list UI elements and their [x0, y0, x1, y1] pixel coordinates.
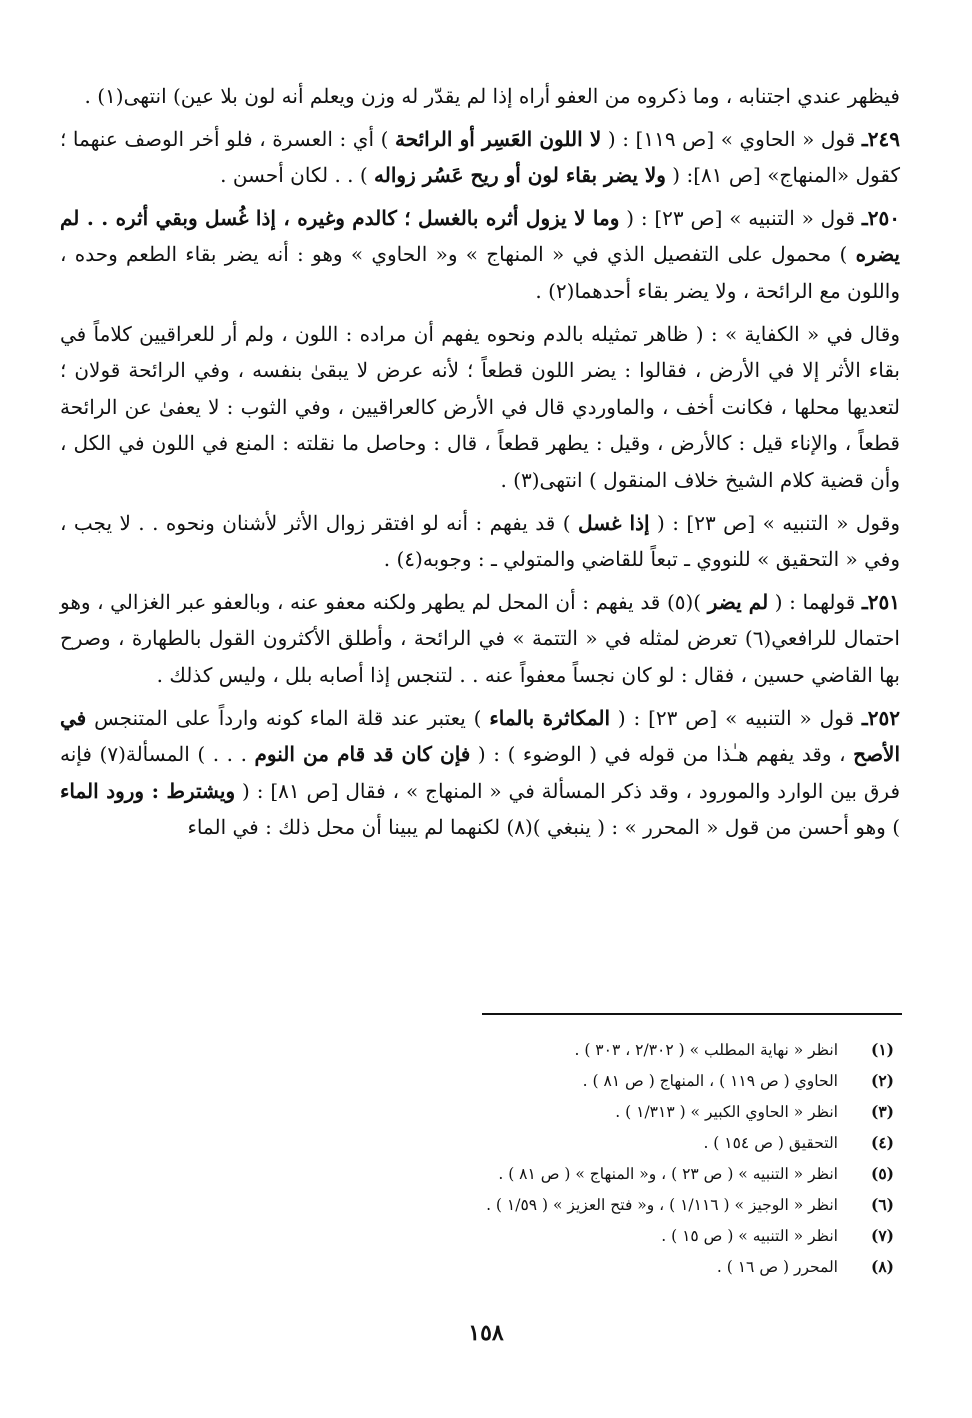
bold-text: فإن كان قد قام من النوم — [254, 742, 471, 767]
footnote-text: الحاوي ( ص ١١٩ ) ، المنهاج ( ص ٨١ ) . — [582, 1072, 838, 1090]
footnote-number: (٥) — [870, 1164, 894, 1183]
footnote-number: (٦) — [870, 1195, 894, 1214]
main-text — [60, 78, 900, 846]
footnote-text: التحقيق ( ص ١٥٤ ) . — [703, 1134, 838, 1152]
footnote-number: (٤) — [870, 1133, 894, 1152]
bold-text: ٢٥٢ـ — [861, 705, 900, 730]
footnote — [194, 1065, 894, 1096]
paragraph — [60, 78, 900, 115]
text-run: ، وقد يفهم هـٰذا من قوله في ( الوضوء ) : ( — [470, 742, 854, 767]
paragraph — [60, 584, 900, 694]
text-run: قول « التنبيه » [ص ٢٣] : ( — [619, 205, 862, 230]
text-run: قولهما : ( — [768, 589, 862, 614]
footnote-text: انظر « الحاوي الكبير » ( ١/٣١٣ ) . — [615, 1103, 838, 1121]
bold-text: إذا غسل — [578, 510, 650, 535]
text-run: )(٥) قد يفهم : أن المحل لم يطهر ولكنه معفو عنه ، وبالعفو عبر الغزالي ، وهو احتمال للرافعي(٦) تعرض لمثله في « التتمة » في الرائحة ، وأطلق الأكثرون القول بالطهارة ، وصرح بها القاضي حسين ، فقال : لو كان نجساً معفواً عنه . . لتنجس إذا أصابه بلل ، وليس كذلك . — [60, 589, 900, 687]
bold-text: ٢٥١ـ — [861, 589, 900, 614]
footnotes — [194, 1034, 894, 1282]
text-run: قول « التنبيه » [ص ٢٣] : ( — [610, 705, 862, 730]
text-run: وقال في « الكفاية » : ( ظاهر تمثيله بالدم ونحوه يفهم أن مراده : اللون ، ولم أر للعراقيين كلاماً في بقاء الأثر إلا في الأرض ، فقالوا : يضر اللون قطعاً ؛ لأنه عرض لا يبقىٰ بنفسه ، وفي الرائحة قولان ؛ لتعديها محلها ، فكانت أخف ، والماوردي قال في الأرض كالعراقيين ، وفي الثوب : لا يعفىٰ عن الرائحة قطعاً ، والإناء قيل : كالأرض ، وقيل : يطهر قطعاً ، قال : وحاصل ما نقلته : المنع في اللون في الكل ، وأن قضية كلام الشيخ خلاف المنقول ) انتهى(٣) . — [60, 321, 900, 492]
bold-text: ويشترط : ورود الماء — [60, 778, 236, 803]
bold-text: ٢٥٠ـ — [861, 205, 900, 230]
text-run: ) وهو أحسن من قول « المحرر » : ( ينبغي )(٨) لكنهما لم يبينا أن محل ذلك : في الماء — [187, 815, 900, 840]
paragraph — [60, 200, 900, 310]
text-run: . . . ) المسألة(٧) فإنه فرق بين الوارد والمورود ، وقد ذكر المسألة في « المنهاج » ، فقال [ص ٨١] : ( — [60, 742, 901, 803]
footnote-text: انظر « الوجيز » ( ١/١١٦ ) ، و« فتح العزيز » ( ١/٥٩ ) . — [486, 1196, 838, 1214]
footnote-number: (٧) — [870, 1226, 894, 1245]
footnote-number: (٢) — [870, 1071, 894, 1090]
text-run: قول « الحاوي » [ص ١١٩] : ( — [601, 126, 862, 151]
text-run: ) . . لكان أحسن . — [220, 163, 375, 188]
footnote — [194, 1158, 894, 1189]
footnote — [194, 1220, 894, 1251]
bold-text: ٢٤٩ـ — [861, 126, 900, 151]
paragraph — [60, 316, 900, 499]
footnote-number: (٣) — [870, 1102, 894, 1121]
footnote — [194, 1127, 894, 1158]
bold-text: ولا يضر بقاء لون أو ريح عَسُر زواله — [374, 163, 666, 188]
text-run: وقول « التنبيه » [ص ٢٣] : ( — [649, 510, 900, 535]
bold-text: المكاثرة بالماء — [489, 705, 611, 730]
footnote-text: انظر « التنبيه » ( ص ١٥ ) . — [661, 1227, 838, 1245]
footnote-text: المحرر ( ص ١٦ ) . — [716, 1258, 838, 1276]
footnote — [194, 1096, 894, 1127]
paragraph — [60, 505, 900, 578]
text-run: ) أي : العسرة ، فلو أخر الوصف عنهما ؛ كقول «المنهاج» [ص ٨١]: ( — [60, 126, 900, 188]
text-run: ) يعتبر عند قلة الماء كونه وارداً على المتنجس — [86, 705, 490, 730]
paragraph — [60, 700, 900, 846]
text-run: ) قد يفهم : أنه لو افتقر زوال الأثر لأشنان ونحوه . . لا يجب ، وفي « التحقيق » للنووي ـ تبعاً للقاضي والمتولي ـ : وجوبه(٤) . — [60, 510, 900, 572]
bold-text: في الأصح — [60, 705, 901, 767]
page-number: ١٥٨ — [468, 1320, 504, 1346]
footnote-text: انظر « التنبيه » ( ص ٢٣ ) ، و« المنهاج » ( ص ٨١ ) . — [498, 1165, 838, 1183]
paragraph — [60, 121, 900, 194]
footnote-divider — [482, 1013, 902, 1015]
footnote — [194, 1251, 894, 1282]
footnote-number: (١) — [870, 1040, 894, 1059]
bold-text: لم يضر — [707, 589, 769, 614]
footnote-text: انظر « نهاية المطلب » ( ٢/٣٠٢ ، ٣٠٣ ) . — [574, 1041, 838, 1059]
bold-text: لا اللون العَسِر أو الرائحة — [394, 126, 602, 151]
bold-text: وما لا يزول أثره بالغسل ؛ كالدم وغيره ، إذا غُسل وبقي أثره . . لم يضره — [60, 205, 900, 267]
footnote-number: (٨) — [870, 1257, 894, 1276]
text-run: ) محمول على التفصيل الذي في « المنهاج » و« الحاوي » وهو : أنه يضر بقاء الطعم وحده ، واللون مع الرائحة ، ولا يضر بقاء أحدهما(٢) . — [60, 242, 900, 303]
footnote — [194, 1034, 894, 1065]
footnote — [194, 1189, 894, 1220]
text-run: فيظهر عندي اجتنابه ، وما ذكروه من العفو أراه إذا لم يقدّر له وزن ويعلم أنه لون بلا عين) انتهى(١) . — [84, 84, 900, 108]
